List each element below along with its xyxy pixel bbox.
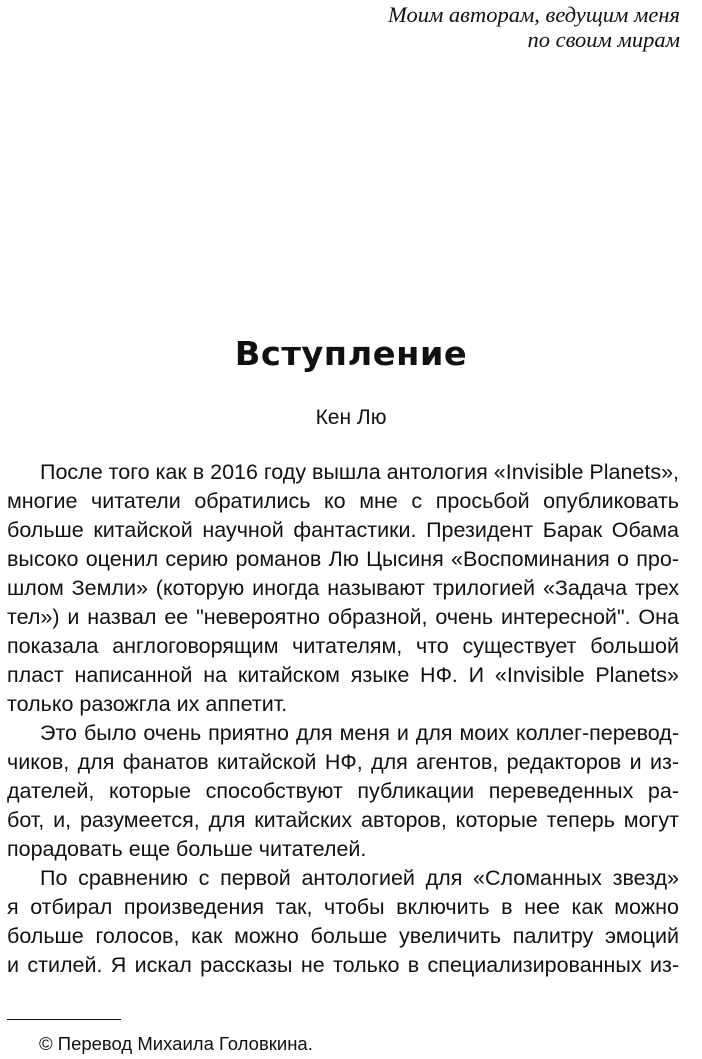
text-line: порадовать еще больше читателей.	[7, 837, 367, 861]
body-text	[7, 458, 679, 980]
chapter-title: Вступление	[234, 334, 468, 373]
text-line: больше китайской научной фантастики. Президент Барак Обама	[7, 518, 679, 542]
text-line: многие читатели обратились ко мне с просьбой опубликовать	[7, 489, 679, 513]
chapter-author: Кен Лю	[315, 406, 387, 429]
epigraph-line: по своим мирам	[527, 27, 680, 52]
footnote: © Перевод Михаила Головкина.	[39, 1033, 313, 1054]
text-line: высоко оценил серию романов Лю Цысиня «Воспоминания о про-	[7, 547, 679, 571]
text-line: После того как в 2016 году вышла антология «Invisible Planets»,	[40, 460, 680, 484]
text-line: тел») и назвал ее "невероятно образной, очень интересной". Она	[7, 605, 679, 629]
paragraph	[7, 719, 679, 864]
epigraph	[388, 2, 680, 52]
text-line: больше голосов, как можно больше увеличить палитру эмоций	[7, 924, 679, 948]
paragraph	[7, 458, 679, 719]
text-line: я отбирал произведения так, чтобы включить в нее как можно	[7, 895, 679, 919]
text-line: Это было очень приятно для меня и для моих коллег-перевод-	[40, 721, 679, 745]
text-line: только разожгла их аппетит.	[7, 692, 288, 716]
epigraph-line: Моим авторам, ведущим меня	[388, 2, 680, 27]
text-line: показала англоговорящим читателям, что существует большой	[7, 634, 679, 658]
text-line: и стилей. Я искал рассказы не только в специализированных из-	[7, 953, 679, 977]
text-line: бот, и, разумеется, для китайских авторов, которые теперь могут	[7, 808, 679, 832]
text-line: шлом Земли» (которую иногда называют трилогией «Задача трех	[7, 576, 679, 600]
text-line: чиков, для фанатов китайской НФ, для агентов, редакторов и из-	[7, 750, 679, 774]
footnote-divider	[7, 1019, 121, 1020]
paragraph	[7, 864, 679, 980]
text-line: По сравнению с первой антологией для «Сломанных звезд»	[40, 866, 679, 890]
text-line: пласт написанной на китайском языке НФ. И «Invisible Planets»	[7, 663, 679, 687]
text-line: дателей, которые способствуют публикации переведенных ра-	[7, 779, 679, 803]
